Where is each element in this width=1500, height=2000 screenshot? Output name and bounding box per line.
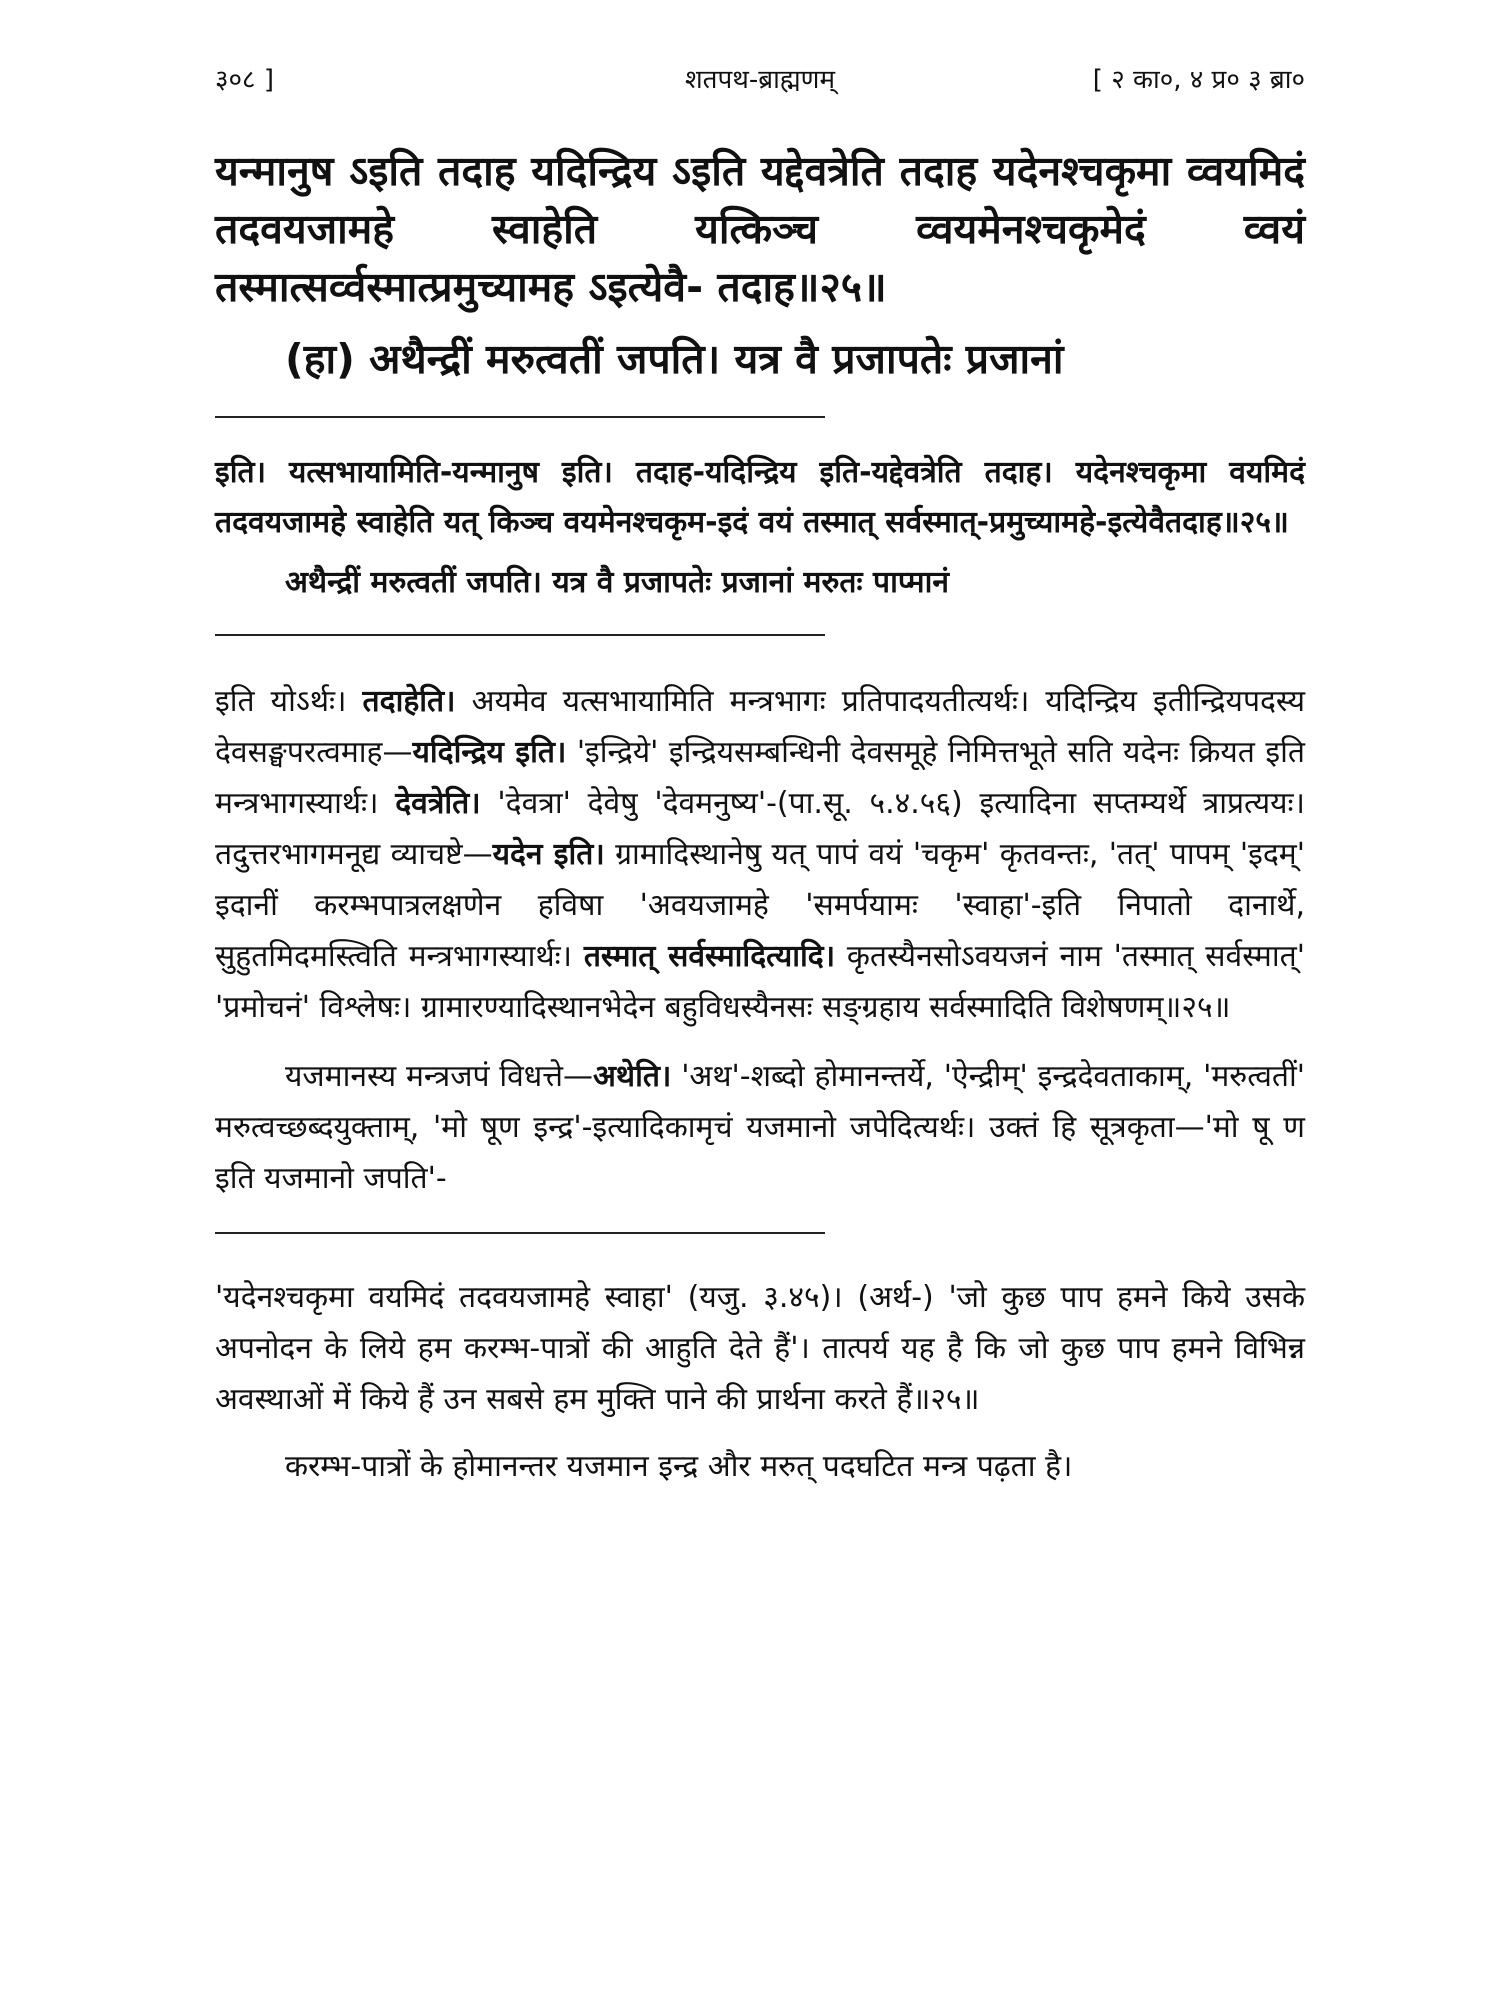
commentary-lemma: यदिन्द्रिय इति। — [412, 735, 567, 770]
commentary-text: 'देवत्रा' देवेषु 'देवमनुष्य'-(पा.सू. ५.४.५६) इत्यादिना सप्तम्यर्थे त्राप्रत्ययः। तदुत्तरभागमनूद्य व्याचष्टे— — [215, 786, 1305, 872]
mantra-paragraph-1: यन्मानुष ऽइति तदाह यदिन्द्रिय ऽइति यद्देवत्रेति तदाह यदेनश्चकृमा व्वयमिदं तदवयजामहे स्वाहेति यत्किञ्च व्वयमेनश्चकृमेदं व्वयं तस्मात्सर्व्वस्मात्प्रमुच्यामह ऽइत्येवै- तदाह॥२५॥ — [215, 147, 1305, 311]
chapter-reference: [ २ का०, ४ प्र० ३ ब्रा० — [1092, 65, 1305, 95]
page-number: ३०८ ] — [215, 65, 274, 95]
commentary-lemma: यदेन इति। — [492, 837, 605, 872]
commentary-lemma: तदाहेति। — [362, 684, 456, 719]
padapatha-paragraph-2: अथैन्द्रीं मरुत्वतीं जपति। यत्र वै प्रजापतेः प्रजानां मरुतः पाप्मानं — [285, 565, 950, 600]
commentary-text: 'इन्द्रिये' इन्द्रियसम्बन्धिनी देवसमूहे निमित्तभूते सति यदेनः क्रियत इति मन्त्रभागस्यार्थः। — [215, 735, 1305, 821]
commentary-text: 'अथ'-शब्दो होमानन्तर्ये, 'ऐन्द्रीम्' इन्द्रदेवताकाम्, 'मरुत्वतीं' मरुत्वच्छब्दयुक्ताम्, 'मो षूण इन्द्र'-इत्यादिकामृचं यजमानो जपेदित्यर्थः। उक्तं हि सूत्रकृता—'मो षू ण इति यजमानो जपति'- — [215, 1059, 1305, 1196]
book-page — [215, 60, 1305, 1492]
commentary-text: कृतस्यैनसोऽवयजनं नाम 'तस्मात् सर्वस्मात्' 'प्रमोचनं' विश्लेषः। ग्रामारण्यादिस्थानभेदेन बहुविधस्यैनसः सङ्ग्रहाय सर्वस्मादिति विशेषणम्॥२५॥ — [215, 939, 1305, 1025]
commentary-text: ग्रामादिस्थानेषु यत् पापं वयं 'चकृम' कृतवन्तः, 'तत्' पापम् 'इदम्' इदानीं करम्भपात्रलक्षणेन हविषा 'अवयजामहे 'समर्पयामः 'स्वाहा'-इति निपातो दानार्थे, सुहुतमिदमस्त्विति मन्त्रभागस्यार्थः। — [215, 837, 1305, 974]
commentary-lemma: अथेति। — [592, 1059, 672, 1094]
commentary-paragraph-2 — [215, 1051, 1305, 1204]
hindi-translation-paragraph-1: 'यदेनश्चकृमा वयमिदं तदवयजामहे स्वाहा' (यजु. ३.४५)। (अर्थ-) 'जो कुछ पाप हमने किये उसके अपनोदन के लिये हम करम्भ-पात्रों की आहुति देते हैं'। तात्पर्य यह है कि जो कुछ पाप हमने विभिन्न अवस्थाओं में किये हैं उन सबसे हम मुक्ति पाने की प्रार्थना करते हैं॥२५॥ — [215, 1280, 1305, 1417]
commentary-text: यजमानस्य मन्त्रजपं विधत्ते— — [285, 1059, 593, 1094]
section-divider — [215, 634, 825, 636]
mantra-paragraph-2: (हा) अथैन्द्रीं मरुत्वतीं जपति। यत्र वै प्रजापतेः प्रजानां — [285, 335, 1064, 383]
commentary-lemma: तस्मात् सर्वस्मादित्यादि। — [583, 939, 836, 974]
commentary-text: अयमेव यत्सभायामिति मन्त्रभागः प्रतिपादयतीत्यर्थः। यदिन्द्रिय इतीन्द्रियपदस्य देवसङ्घपरत्वमाह— — [215, 684, 1305, 770]
running-title: शतपथ-ब्राह्मणम् — [684, 65, 836, 95]
commentary-text: इति योऽर्थः। — [215, 684, 347, 719]
commentary-paragraph-1 — [215, 676, 1305, 1033]
section-divider — [215, 1232, 825, 1234]
page-header — [215, 60, 1305, 100]
padapatha-paragraph-1: इति। यत्सभायामिति-यन्मानुष इति। तदाह-यदिन्द्रिय इति-यद्देवत्रेति तदाह। यदेनश्चकृमा वयमिदं तदवयजामहे स्वाहेति यत् किञ्च वयमेनश्चकृम-इदं वयं तस्मात् सर्वस्मात्-प्रमुच्यामहे-इत्येवैतदाह॥२५॥ — [215, 455, 1305, 540]
commentary-lemma: देवत्रेति। — [395, 786, 481, 821]
hindi-translation-paragraph-2: करम्भ-पात्रों के होमानन्तर यजमान इन्द्र और मरुत् पदघटित मन्त्र पढ़ता है। — [285, 1449, 1073, 1484]
section-divider — [215, 416, 825, 418]
